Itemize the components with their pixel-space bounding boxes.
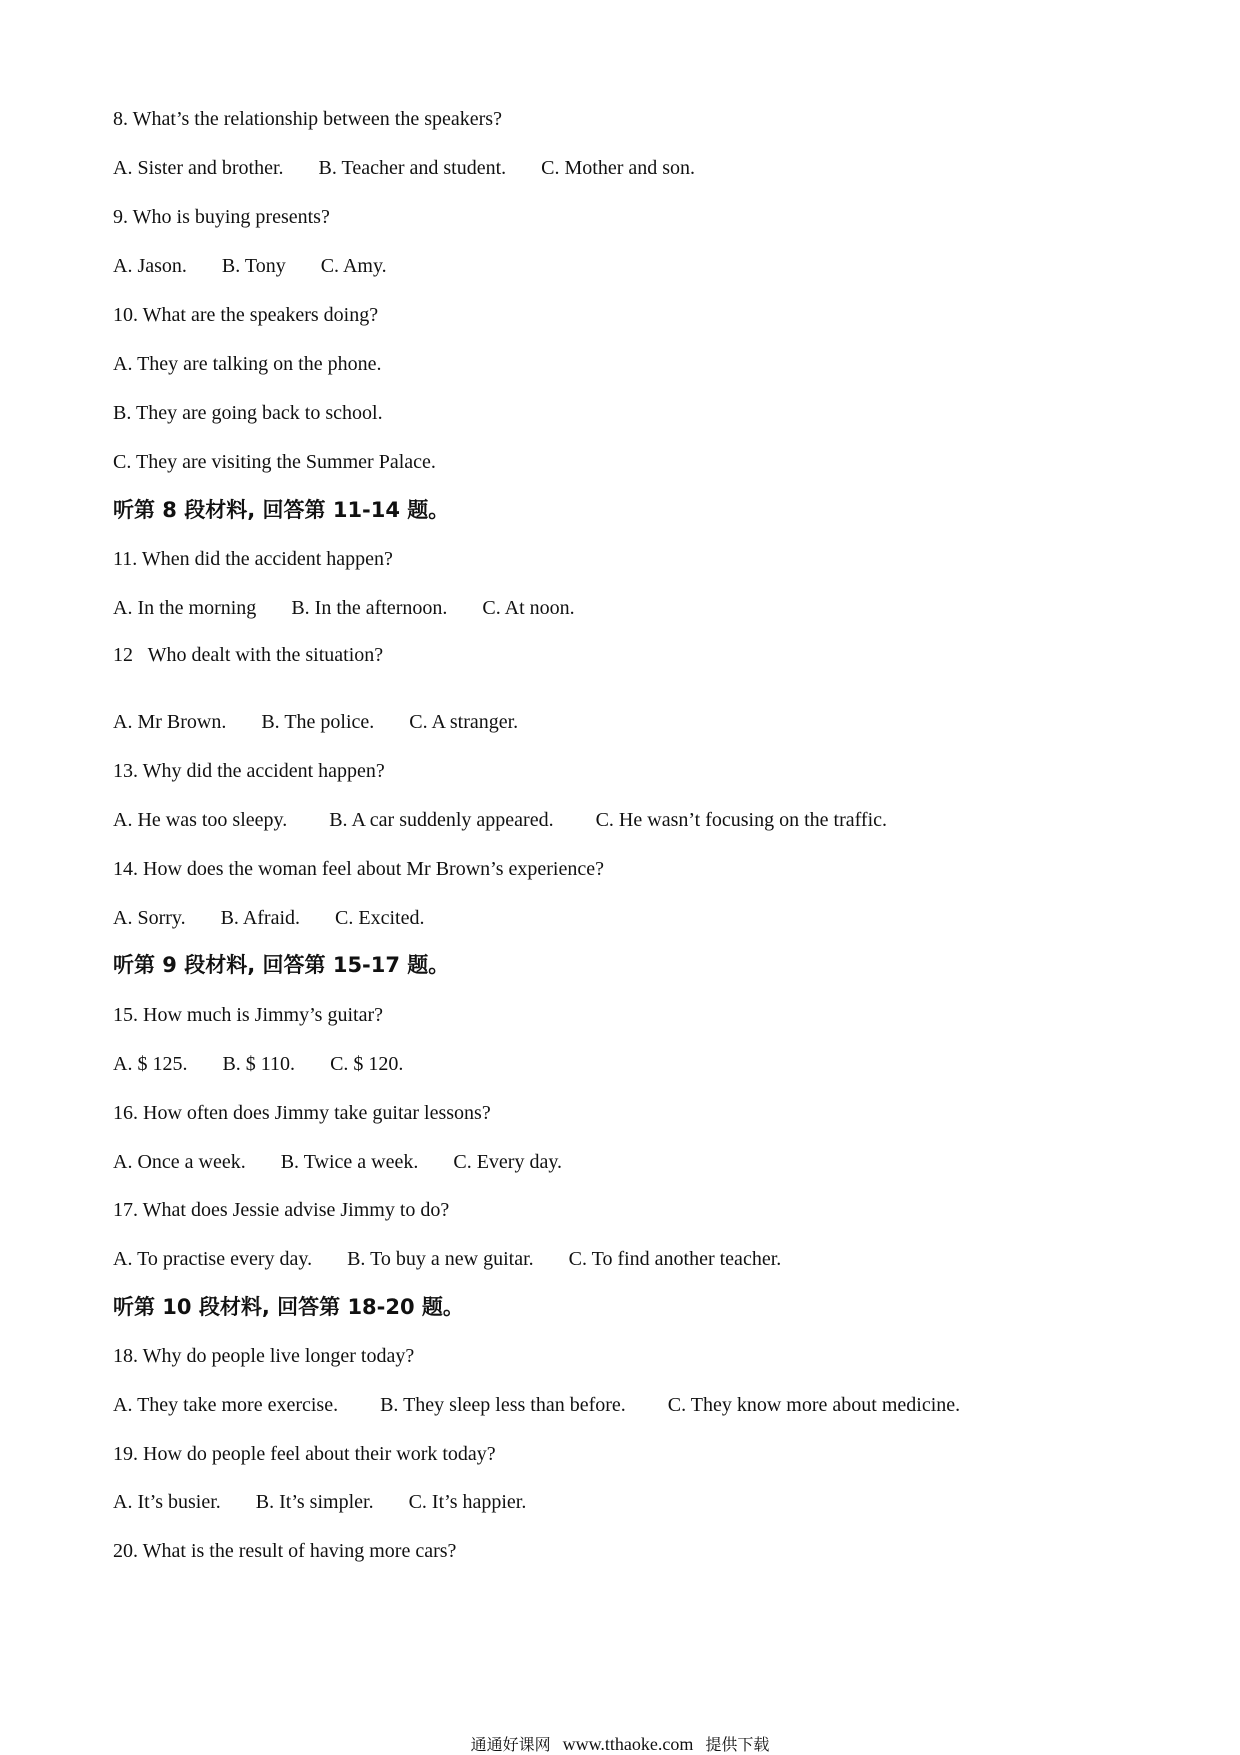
option-10-c: C. They are visiting the Summer Palace. [113,451,436,473]
option-b: B. A car suddenly appeared. [329,809,554,831]
question-13: 13. Why did the accident happen? [113,760,385,782]
option-c: C. They know more about medicine. [667,1394,961,1416]
options-12 [113,709,518,735]
option-a: A. $ 125. [113,1053,188,1075]
question-9: 9. Who is buying presents? [113,206,330,228]
options-15 [113,1051,403,1077]
option-a: A. Jason. [113,255,187,277]
question-14: 14. How does the woman feel about Mr Brown’s experience? [113,858,604,880]
question-12: 12 Who dealt with the situation? [113,644,384,666]
question-18: 18. Why do people live longer today? [113,1345,415,1367]
options-18 [113,1392,960,1418]
question-16: 16. How often does Jimmy take guitar lessons? [113,1102,491,1124]
option-b: B. In the afternoon. [291,597,448,619]
question-20: 20. What is the result of having more cars? [113,1540,457,1562]
option-a: A. Sorry. [113,907,186,929]
option-c: C. Mother and son. [541,157,696,179]
footer-site-name: 通通好课网 [470,1735,551,1754]
section-heading-8: 听第 8 段材料, 回答第 11-14 题。 [113,498,450,522]
question-19: 19. How do people feel about their work today? [113,1443,496,1465]
option-b: B. Twice a week. [280,1151,419,1173]
option-b: B. $ 110. [222,1053,296,1075]
option-a: A. Mr Brown. [113,711,227,733]
option-b: B. To buy a new guitar. [347,1248,534,1270]
option-c: C. $ 120. [330,1053,404,1075]
options-16 [113,1149,562,1175]
options-17 [113,1246,781,1272]
option-a: A. He was too sleepy. [113,809,288,831]
option-b: B. It’s simpler. [255,1491,374,1513]
option-10-b: B. They are going back to school. [113,402,383,424]
question-11: 11. When did the accident happen? [113,548,393,570]
question-8: 8. What’s the relationship between the speakers? [113,108,502,130]
option-c: C. At noon. [482,597,575,619]
option-10-a: A. They are talking on the phone. [113,353,382,375]
option-c: C. To find another teacher. [568,1248,782,1270]
option-b: B. Tony [221,255,286,277]
option-a: A. Once a week. [113,1151,246,1173]
option-c: C. Amy. [320,255,387,277]
option-b: B. The police. [261,711,375,733]
options-9 [113,253,387,279]
footer-url[interactable]: www.tthaoke.com [562,1734,694,1754]
options-14 [113,905,424,931]
question-17: 17. What does Jessie advise Jimmy to do? [113,1199,450,1221]
footer-note: 提供下载 [705,1735,770,1754]
option-c: C. He wasn’t focusing on the traffic. [595,809,888,831]
option-a: A. It’s busier. [113,1491,221,1513]
option-c: C. It’s happier. [408,1491,527,1513]
options-13 [113,807,887,833]
question-15: 15. How much is Jimmy’s guitar? [113,1004,383,1026]
options-11 [113,595,575,621]
option-a: A. Sister and brother. [113,157,284,179]
page-footer [0,1734,1240,1755]
option-b: B. Afraid. [220,907,301,929]
options-8 [113,155,695,181]
option-c: C. A stranger. [409,711,519,733]
option-c: C. Excited. [335,907,425,929]
section-heading-10: 听第 10 段材料, 回答第 18-20 题。 [113,1295,464,1319]
option-a: A. They take more exercise. [113,1394,339,1416]
options-19 [113,1489,526,1515]
option-b: B. Teacher and student. [318,157,507,179]
option-c: C. Every day. [453,1151,563,1173]
option-a: A. In the morning [113,597,257,619]
section-heading-9: 听第 9 段材料, 回答第 15-17 题。 [113,953,450,977]
question-10: 10. What are the speakers doing? [113,304,379,326]
option-b: B. They sleep less than before. [380,1394,626,1416]
option-a: A. To practise every day. [113,1248,313,1270]
